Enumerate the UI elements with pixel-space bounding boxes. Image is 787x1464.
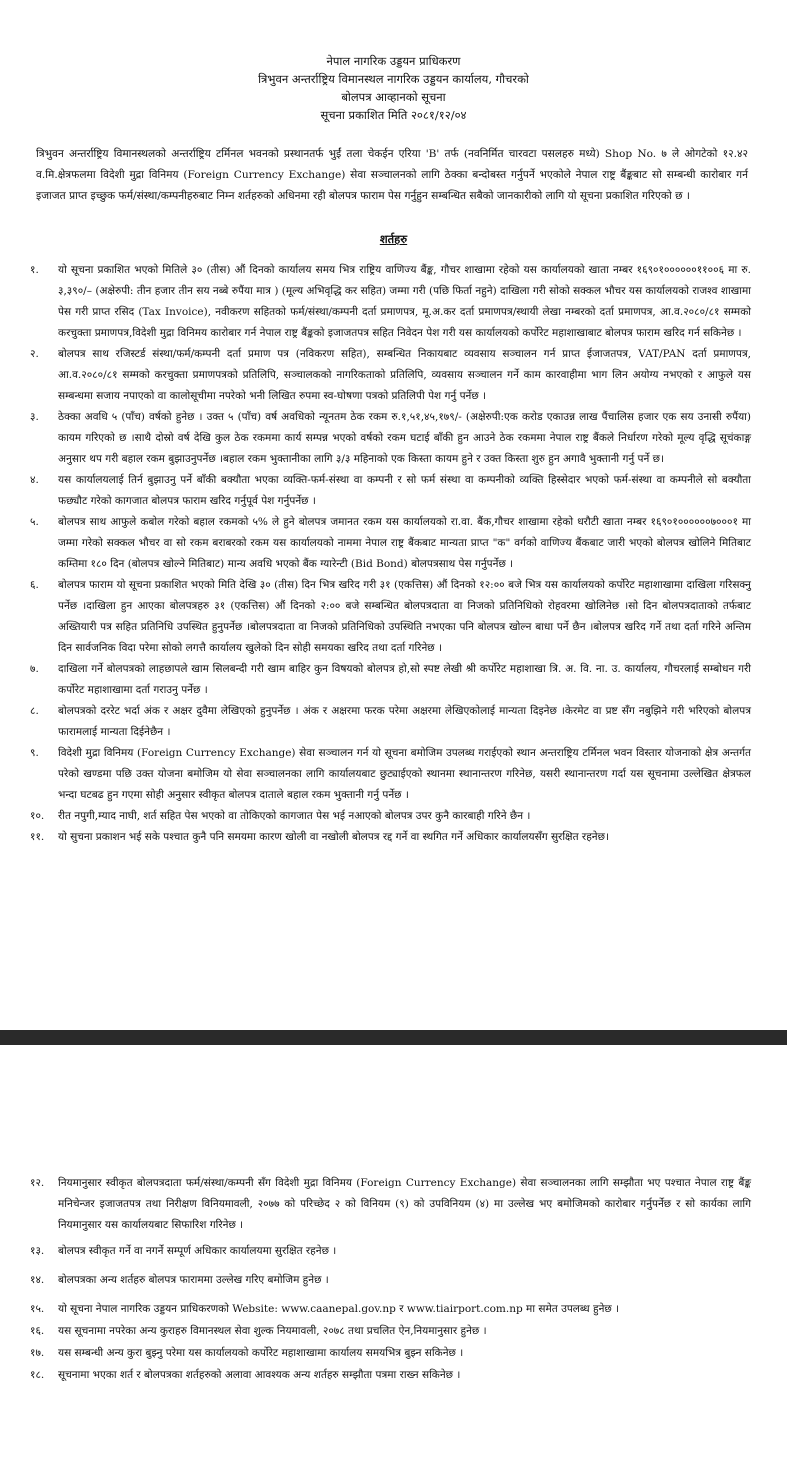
term-text: यस सूचनामा नपरेका अन्य कुराहरु विमानस्थल सेवा शुल्क नियमावली, २०७८ तथा प्रचलित ऐन,नियमानुसार हुनेछ । <box>58 1325 487 1337</box>
term-number: १७. <box>30 1347 45 1359</box>
term-item <box>0 1270 787 1291</box>
intro-paragraph: त्रिभुवन अन्तर्राष्ट्रिय विमानस्थलको अन्तर्राष्ट्रिय टर्मिनल भवनको प्रस्थानतर्फ भुईं तला चेकईन एरिया 'B' तर्फ (नवनिर्मित चारवटा पसलहरु मध्ये) Shop No. ७ ले ओगटेको १२.४२ व.मि.क्षेत्रफलमा विदेशी मुद्रा विनिमय (Foreign Currency Exchange) सेवा सञ्चालनको लागि ठेक्का बन्दोबस्त गर्नुपर्ने भएकोले नेपाल राष्ट्र बैंङ्कबाट सो सम्बन्धी कारोबार गर्न इजाजत प्राप्त इच्छुक फर्म/संस्था/कम्पनीहरुबाट निम्न शर्तहरुको अधिनमा रही बोलपत्र फाराम पेस गर्नुहुन सम्बन्धित सबैको जानकारीको लागि यो सूचना प्रकाशित गरिएको छ । <box>36 148 748 202</box>
term-text: यस सम्बन्धी अन्य कुरा बुझ्नु परेमा यस कार्यालयको कर्पोरेट महाशाखामा कार्यालय समयभित्र बुझ्न सकिनेछ । <box>58 1347 464 1359</box>
term-item <box>0 1343 787 1364</box>
term-number: ७. <box>30 663 39 675</box>
term-number: १३. <box>30 1245 45 1257</box>
term-item <box>0 575 787 659</box>
term-item <box>0 1299 787 1320</box>
term-text: सूचनामा भएका शर्त र बोलपत्रका शर्तहरुको अलावा आवश्यक अन्य शर्तहरु सम्झौता पत्रमा राख्न सकिनेछ । <box>58 1369 461 1381</box>
term-item <box>0 470 787 512</box>
term-text: यो सूचना प्रकाशित भएको मितिले ३० (तीस) औं दिनको कार्यालय समय भित्र राष्ट्रिय वाणिज्य बैंङ्क, गौचर शाखामा रहेको यस कार्यालयको खाता नम्बर १६९०१००००००११००६ मा रु. ३,३९०/– (अक्षेरुपी: तीन हजार तीन सय नब्बे रुपैंया मात्र ) (मूल्य अभिवृद्धि कर सहित) जम्मा गरी (पछि फिर्ता नहुने) दाखिला गरी सोको सक्कल भौचर यस कार्यालयको राजश्व शाखामा पेस गरी प्राप्त रसिद (Tax Invoice), नवीकरण सहितको फर्म/संस्था/कम्पनी दर्ता प्रमाणपत्र, मू.अ.कर दर्ता प्रमाणपत्र/स्थायी लेखा नम्बरको दर्ता प्रमाणपत्र, आ.व.२०८०/८१ सम्मको करचुक्ता प्रमाणपत्र,विदेशी मुद्रा विनिमय कारोबार गर्न नेपाल राष्ट्र बैंङ्कको इजाजतपत्र सहित निवेदन पेश गरी यस कार्यालयको कर्पोरेट महाशाखाबाट बोलपत्र फाराम खरिद गर्न सकिनेछ । <box>58 264 751 339</box>
term-number: ४. <box>30 474 39 486</box>
term-item <box>0 827 787 848</box>
publish-date: सूचना प्रकाशित मिति २०८१/१२/०४ <box>320 108 467 122</box>
term-text: बोलपत्र साथ आफुले कबोल गरेको बहाल रकमको ५% ले हुने बोलपत्र जमानत रकम यस कार्यालयको रा.वा. बैंक,गौचर शाखामा रहेको धरौटी खाता नम्बर १६९०१००००००७०००१ मा जम्मा गरेको सक्कल भौचर वा सो रकम बराबरको रकम यस कार्यालयको नाममा नेपाल राष्ट्र बैंकबाट मान्यता प्राप्त "क" वर्गको वाणिज्य बैंकबाट जारी भएको बोलपत्र खोलिने मितिबाट कम्तिमा १८० दिन (बोलपत्र खोल्ने मितिबाट) मान्य अवधि भएको बैंक ग्यारेन्टी (Bid Bond) बोलपत्रसाथ पेस गर्नुपर्नेछ । <box>58 516 751 570</box>
terms-heading: शर्तहरु <box>379 232 408 246</box>
term-number: १०. <box>30 810 45 822</box>
term-text: बोलपत्रका अन्य शर्तहरु बोलपत्र फाराममा उल्लेख गरिए बमोजिम हुनेछ । <box>58 1274 329 1286</box>
term-text: विदेशी मुद्रा विनिमय (Foreign Currency Exchange) सेवा सञ्चालन गर्न यो सूचना बमोजिम उपलब्ध गराईएको स्थान अन्तराष्ट्रिय टर्मिनल भवन विस्तार योजनाको क्षेत्र अन्तर्गत परेको खण्डमा पछि उक्त योजना बमोजिम यो सेवा सञ्चालनका लागि कार्यालयबाट छुट्याईएको स्थानमा स्थानान्तरण गरिनेछ, यसरी स्थानान्तरण गर्दा यस सूचनामा उल्लेखित क्षेत्रफल भन्दा घटबढ हुन गएमा सोही अनुसार स्वीकृत बोलपत्र दाताले बहाल रकम भुक्तानी गर्नु पर्नेछ । <box>58 747 751 801</box>
term-item <box>0 743 787 806</box>
office-name: त्रिभुवन अन्तर्राष्ट्रिय विमानस्थल नागरिक उड्डयन कार्यालय, गौचरको <box>258 72 529 86</box>
term-text: ठेक्का अवधि ५ (पाँच) वर्षको हुनेछ । उक्त ५ (पाँच) वर्ष अवधिको न्यूनतम ठेक रकम रु.१,५१,४५,१७९/- (अक्षेरुपी:एक करोड एकाउन्न लाख पैंचालिस हजार एक सय उनासी रुपैंया) कायम गरिएको छ ।साथै दोस्रो वर्ष देखि कुल ठेक रकममा कार्य सम्पन्न भएको वर्षको रकम घटाई बाँकी हुन आउने ठेक रकममा नेपाल राष्ट्र बैंकले निर्धारण गरेको मूल्य वृद्धि सूचंकाङ्ग अनुसार थप गरी बहाल रकम बुझाउनुपर्नेछ ।बहाल रकम भुक्तानीका लागि ३/३ महिनाको एक किस्ता कायम हुने र उक्त किस्ता शुरु हुन अगावै भुक्तानी गर्नु पर्ने छ। <box>58 411 751 465</box>
term-text: बोलपत्र फाराम यो सूचना प्रकाशित भएको मिति देखि ३० (तीस) दिन भित्र खरिद गरी ३१ (एकत्तिस) औं दिनको १२:०० बजे भित्र यस कार्यालयको कर्पोरेट महाशाखामा दाखिला गरिसक्नु पर्नेछ ।दाखिला हुन आएका बोलपत्रहरु ३१ (एकत्तिस) औं दिनको २:०० बजे सम्बन्धित बोलपत्रदाता वा निजको प्रतिनिधिको रोहवरमा खोलिनेछ ।सो दिन बोलपत्रदाताको तर्फबाट अख्तियारी पत्र सहित प्रतिनिधि उपस्थित हुनुपर्नेछ ।बोलपत्रदाता वा निजको प्रतिनिधिको उपस्थिति नभएका पनि बोलपत्र खोल्न बाधा पर्ने छैन ।बोलपत्र खरिद गर्ने तथा दर्ता गरिने अन्तिम दिन सार्वजनिक विदा परेमा सोको लगत्तै कार्यालय खुलेको दिन सोही समयका खरिद तथा दर्ता गरिनेछ । <box>58 579 751 654</box>
term-text: यो सुचना प्रकाशन भई सके पश्चात कुनै पनि समयमा कारण खोली वा नखोली बोलपत्र रद्द गर्ने वा स्थगित गर्ने अधिकार कार्यालयसँग सुरक्षित रहनेछ। <box>58 831 609 843</box>
term-text: बोलपत्र साथ रजिस्टर्ड संस्था/फर्म/कम्पनी दर्ता प्रमाण पत्र (नविकरण सहित), सम्बन्धित निकायबाट व्यवसाय सञ्चालन गर्न प्राप्त ईजाजतपत्र, VAT/PAN दर्ता प्रमाणपत्र, आ.व.२०८०/८१ सम्मको करचुक्ता प्रमाणपत्रको प्रतिलिपि, सञ्चालकको नागरिकताको प्रतिलिपि, व्यवसाय सञ्चालन गर्ने काम कारवाहीमा भाग लिन अयोग्य नभएको र आफुले यस सम्बन्धमा सजाय नपाएको वा कालोसूचीमा नपरेको भनी लिखित रुपमा स्व-घोषणा पत्रको प्रतिलिपी पेश गर्नु पर्नेछ । <box>58 348 751 402</box>
term-text: यस कार्यालयलाई तिर्न बुझाउनु पर्ने बाँकी बक्यौता भएका व्यक्ति-फर्म-संस्था वा कम्पनी र सो फर्म संस्था वा कम्पनीको व्यक्ति हिस्सेदार भएको फर्म-संस्था वा कम्पनीले सो बक्यौता फछ्यौट गरेको कागजात बोलपत्र फाराम खरिद गर्नुपूर्व पेश गर्नुपर्नेछ । <box>58 474 751 507</box>
term-number: ८. <box>30 705 39 717</box>
term-item <box>0 1365 787 1386</box>
term-item <box>0 1173 787 1236</box>
term-item <box>0 1241 787 1262</box>
term-item <box>0 344 787 407</box>
term-number: १२. <box>30 1177 45 1189</box>
term-number: २. <box>30 348 39 360</box>
term-text: दाखिला गर्ने बोलपत्रको लाहछापले खाम सिलबन्दी गरी खाम बाहिर कुन विषयको बोलपत्र हो,सो स्पष्ट लेखी श्री कर्पोरेट महाशाखा त्रि. अ. वि. ना. उ. कार्यालय, गौचरलाई सम्बोधन गरी कर्पोरेट महाशाखामा दर्ता गराउनु पर्नेछ । <box>58 663 751 696</box>
term-number: ६. <box>30 579 39 591</box>
term-item <box>0 407 787 470</box>
term-text: बोलपत्रको दररेट भर्दा अंक र अक्षर दुवैमा लेखिएको हुनुपर्नेछ । अंक र अक्षरमा फरक परेमा अक्षरमा लेखिएकोलाई मान्यता दिइनेछ ।केरमेट वा प्रष्ट सँग नबुझिने गरी भरिएको बोलपत्र फारामलाई मान्यता दिईनेछैन । <box>58 705 751 738</box>
organization-name: नेपाल नागरिक उड्डयन प्राधिकरण <box>326 54 461 68</box>
term-item <box>0 659 787 701</box>
term-item <box>0 806 787 827</box>
term-text: बोलपत्र स्वीकृत गर्ने वा नगर्ने सम्पूर्ण अधिकार कार्यालयमा सुरक्षित रहनेछ । <box>58 1245 337 1257</box>
term-text: नियमानुसार स्वीकृत बोलपत्रदाता फर्म/संस्था/कम्पनी सँग विदेशी मुद्रा विनिमय (Foreign Currency Exchange) सेवा सञ्चालनका लागि सम्झौता भए पश्चात नेपाल राष्ट्र बैंङ्क मनिचेन्जर इजाजतपत्र तथा निरीक्षण विनियमावली, २०७७ को परिच्छेद २ को विनियम (९) को उपविनियम (४) मा उल्लेख भए बमोजिमको कारोबार गर्नुपर्नेछ र सो कार्यका लागि नियमानुसार यस कार्यालयबाट सिफारिश गरिनेछ । <box>58 1177 751 1231</box>
term-text: रीत नपुगी,म्याद नाघी, शर्त सहित पेस भएको वा तोकिएको कागजात पेस भई नआएको बोलपत्र उपर कुनै कारबाही गरिने छैन । <box>58 810 531 822</box>
notice-header <box>0 52 787 124</box>
term-text: यो सूचना नेपाल नागरिक उड्डयन प्राधिकरणको Website: www.caanepal.gov.np र www.tiairport.com.np मा समेत उपलब्ध हुनेछ । <box>58 1303 620 1315</box>
term-number: ९. <box>30 747 39 759</box>
notice-page-2 <box>0 1045 787 1464</box>
term-number: १. <box>30 264 39 276</box>
term-item <box>0 1321 787 1342</box>
term-number: ५. <box>30 516 39 528</box>
notice-title: बोलपत्र आव्हानको सूचना <box>341 90 446 104</box>
term-item <box>0 512 787 575</box>
term-item <box>0 260 787 344</box>
term-number: ११. <box>30 831 45 843</box>
term-item <box>0 701 787 743</box>
term-number: १४. <box>30 1274 45 1286</box>
term-number: १५. <box>30 1303 45 1315</box>
terms-list <box>0 260 787 848</box>
page-separator <box>0 1030 787 1045</box>
term-number: १८. <box>30 1369 45 1381</box>
term-number: १६. <box>30 1325 45 1337</box>
term-number: ३. <box>30 411 39 423</box>
